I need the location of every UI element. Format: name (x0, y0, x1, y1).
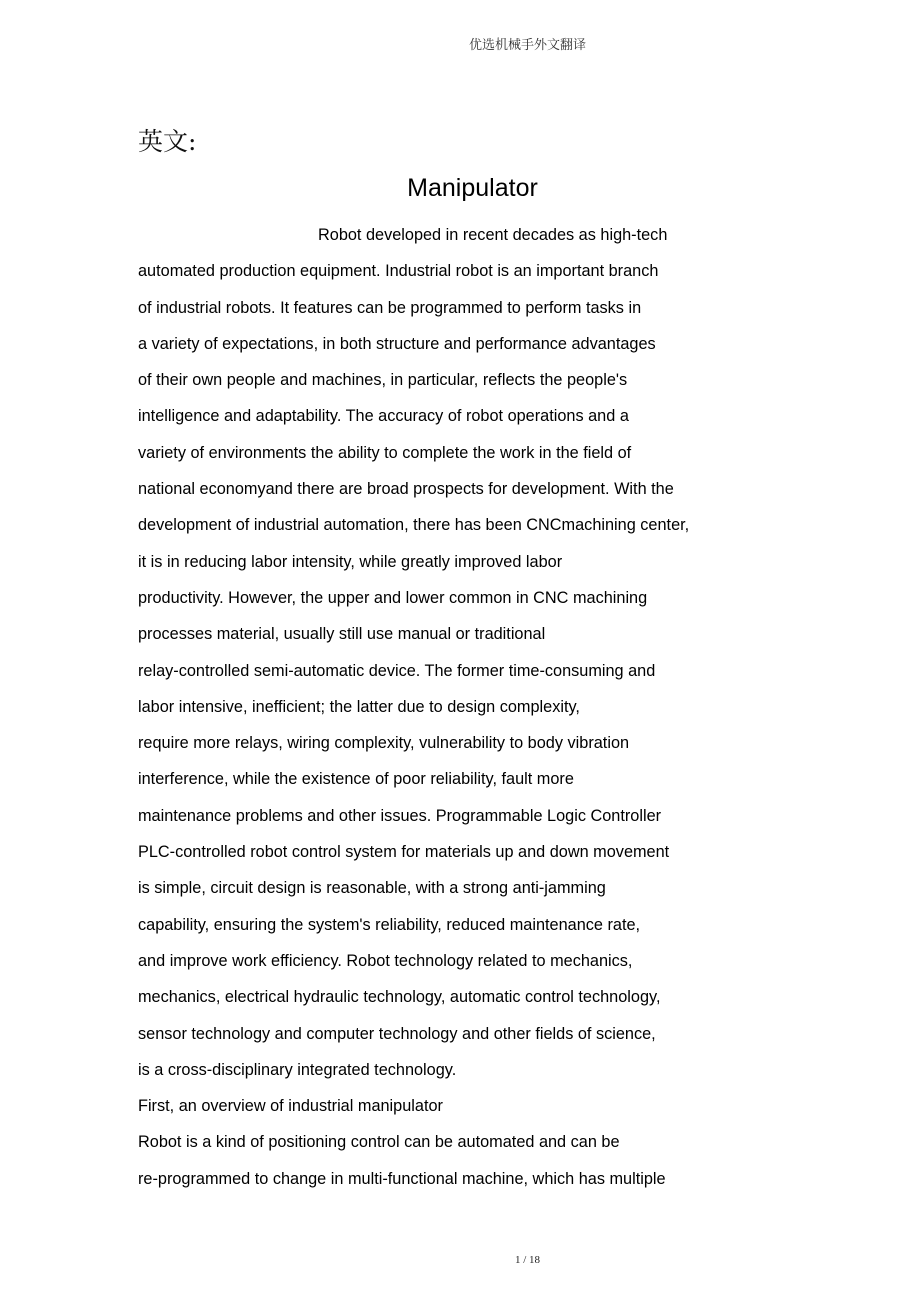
text-line: labor intensive, inefficient; the latter due to design complexity, (138, 697, 580, 716)
text-line: development of industrial automation, there has been CNCmachining center, (138, 516, 690, 535)
text-line: PLC-controlled robot control system for materials up and down movement (138, 843, 670, 862)
text-line: national economyand there are broad prospects for development. With the (138, 480, 674, 499)
document-title: Manipulator (407, 174, 538, 202)
text-line: a variety of expectations, in both structure and performance advantages (138, 334, 656, 353)
text-line: variety of environments the ability to complete the work in the field of (138, 443, 632, 462)
text-line: capability, ensuring the system's reliability, reduced maintenance rate, (138, 915, 641, 934)
running-header: 优选机械手外文翻译 (468, 38, 586, 53)
text-line: sensor technology and computer technology and other fields of science, (138, 1024, 656, 1043)
text-line: mechanics, electrical hydraulic technology, automatic control technology, (138, 988, 661, 1007)
text-line: relay-controlled semi-automatic device. The former time-consuming and (138, 661, 656, 680)
text-line: processes material, usually still use manual or traditional (138, 625, 546, 644)
text-line: interference, while the existence of poor reliability, fault more (138, 770, 574, 789)
text-line: is a cross-disciplinary integrated technology. (138, 1060, 457, 1079)
text-line: and improve work efficiency. Robot technology related to mechanics, (138, 951, 633, 970)
text-line: is simple, circuit design is reasonable, with a strong anti-jamming (138, 879, 606, 898)
section-heading: First, an overview of industrial manipulator (138, 1097, 443, 1116)
section-label: 英文: (138, 127, 197, 156)
text-line: maintenance problems and other issues. Programmable Logic Controller (138, 806, 662, 825)
text-line: intelligence and adaptability. The accuracy of robot operations and a (138, 407, 629, 426)
text-line: of industrial robots. It features can be programmed to perform tasks in (138, 298, 642, 317)
text-line: it is in reducing labor intensity, while greatly improved labor (138, 552, 563, 571)
body-paragraph (138, 222, 758, 1202)
text-line: Robot is a kind of positioning control can be automated and can be (138, 1133, 620, 1152)
text-line: require more relays, wiring complexity, vulnerability to body vibration (138, 734, 630, 753)
text-line: Robot developed in recent decades as high-tech (318, 226, 668, 244)
text-line: automated production equipment. Industrial robot is an important branch (138, 262, 659, 281)
text-line: re-programmed to change in multi-functional machine, which has multiple (138, 1169, 666, 1188)
page-number: 1 / 18 (514, 1254, 541, 1266)
text-line: of their own people and machines, in particular, reflects the people's (138, 371, 628, 390)
text-line: productivity. However, the upper and lower common in CNC machining (138, 588, 648, 607)
